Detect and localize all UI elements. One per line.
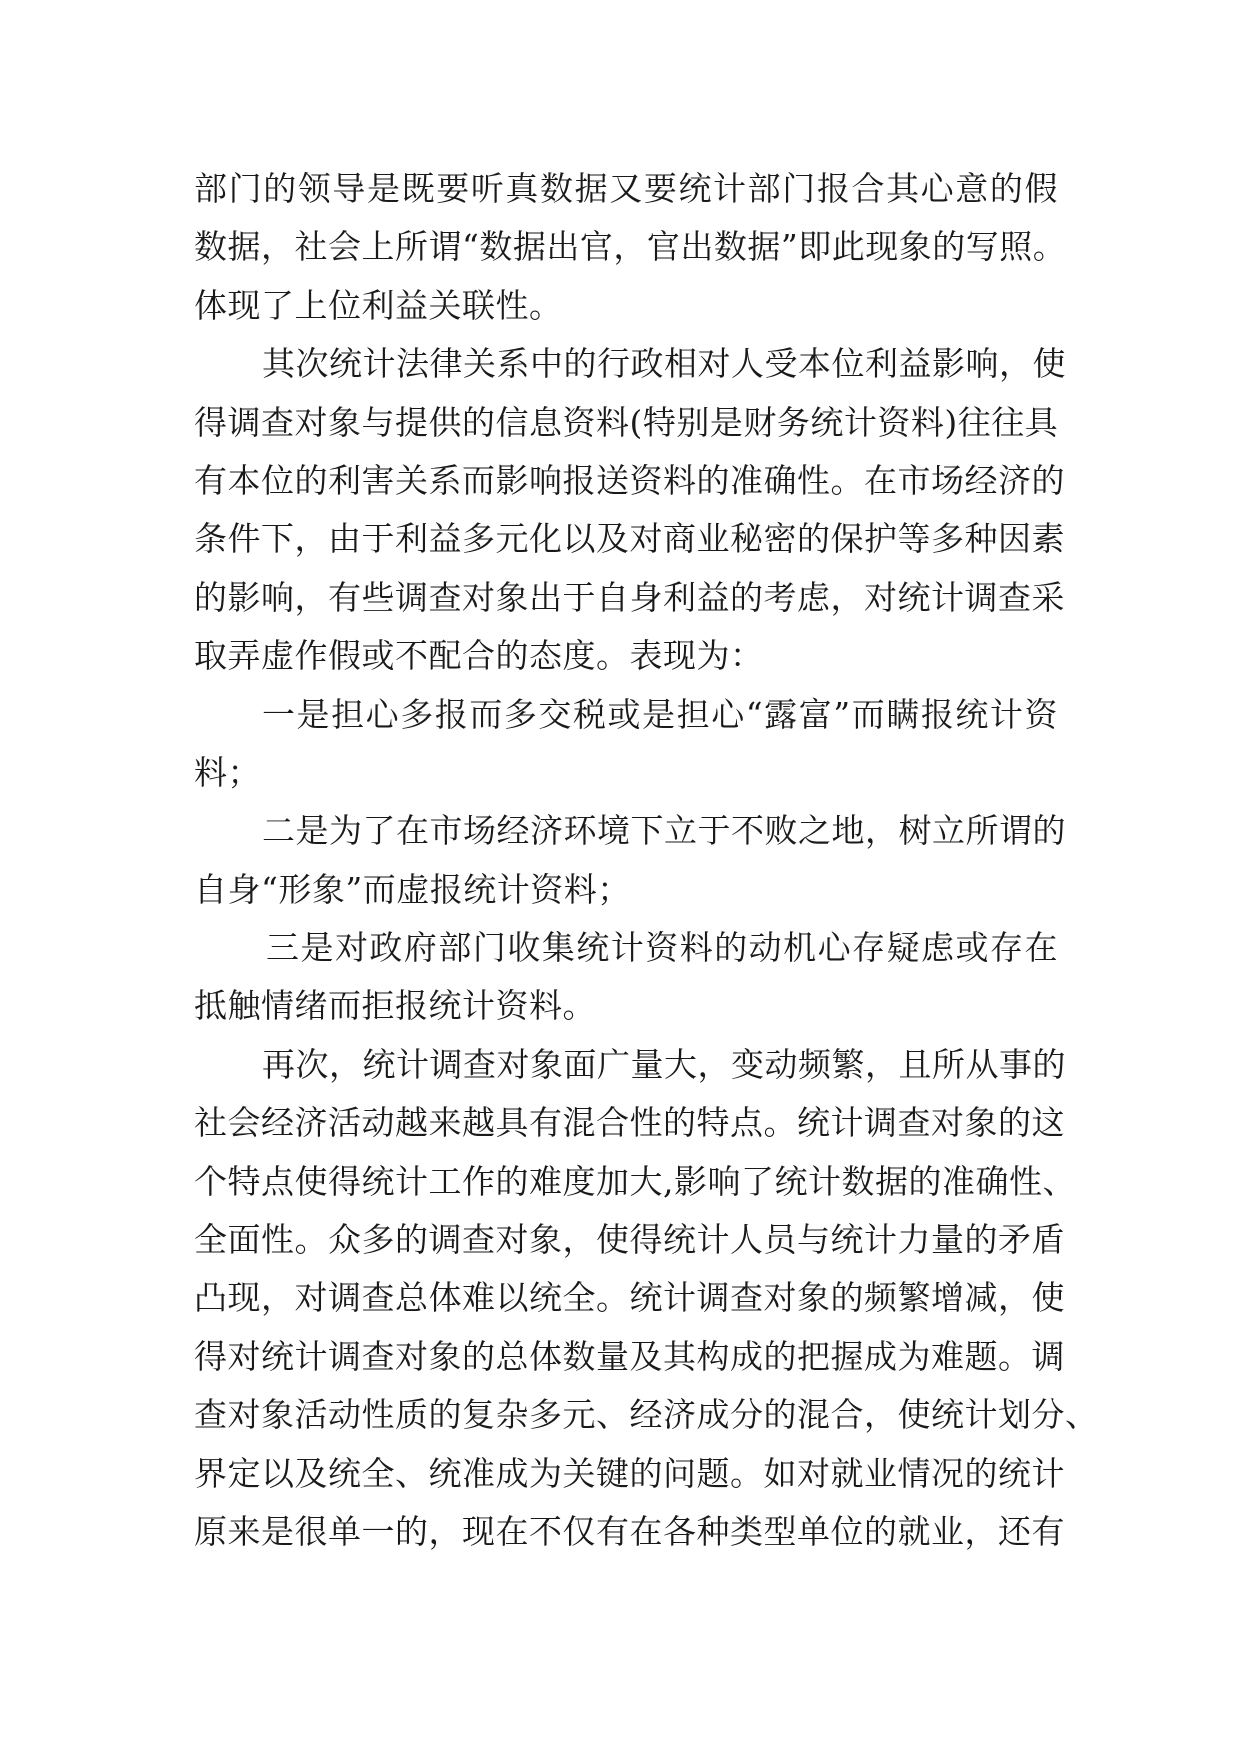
text-line: 体现了上位利益关联性。 [194,285,563,325]
text-line: 全面性。众多的调查对象，使得统计人员与统计力量的矛盾 [194,1220,1065,1260]
text-line: 界定以及统全、统准成为关键的问题。如对就业情况的统计 [194,1453,1065,1493]
text-line: 凸现，对调查总体难以统全。统计调查对象的频繁增减，使 [194,1278,1065,1318]
text-line: 部门的领导是既要听真数据又要统计部门报合其心意的假 [194,169,1058,208]
text-line: 得对统计调查对象的总体数量及其构成的把握成为难题。调 [194,1336,1065,1376]
text-line: 其次统计法律关系中的行政相对人受本位利益影响，使 [262,344,1066,384]
text-line: 条件下，由于利益多元化以及对商业秘密的保护等多种因素 [194,519,1065,559]
text-line: 数据，社会上所谓“数据出官，官出数据”即此现象的写照。 [194,227,1067,267]
text-line: 一是担心多报而多交税或是担心“露富”而瞒报统计资 [262,694,1058,734]
text-line: 抵触情绪而拒报统计资料。 [194,986,596,1026]
text-line: 得调查对象与提供的信息资料(特别是财务统计资料)往往具 [194,402,1059,442]
text-line: 有本位的利害关系而影响报送资料的准确性。在市场经济的 [194,460,1065,500]
text-line: 的影响，有些调查对象出于自身利益的考虑，对统计调查采 [194,577,1065,617]
text-line: 自身“形象”而虚报统计资料； [194,869,631,909]
text-line: 原来是很单一的，现在不仅有在各种类型单位的就业，还有 [194,1511,1065,1551]
text-line: 三是对政府部门收集统计资料的动机心存疑虑或存在 [266,928,1058,968]
text-line: 取弄虚作假或不配合的态度。表现为： [194,636,764,676]
text-line: 料； [194,752,261,792]
text-line: 个特点使得统计工作的难度加大,影响了统计数据的准确性、 [194,1161,1076,1201]
document-body [194,160,1099,1561]
text-line: 社会经济活动越来越具有混合性的特点。统计调查对象的这 [194,1103,1065,1143]
text-line: 查对象活动性质的复杂多元、经济成分的混合，使统计划分、 [194,1395,1099,1435]
text-line: 再次，统计调查对象面广量大，变动频繁，且所从事的 [262,1044,1066,1084]
text-line: 二是为了在市场经济环境下立于不败之地，树立所谓的 [262,811,1066,851]
